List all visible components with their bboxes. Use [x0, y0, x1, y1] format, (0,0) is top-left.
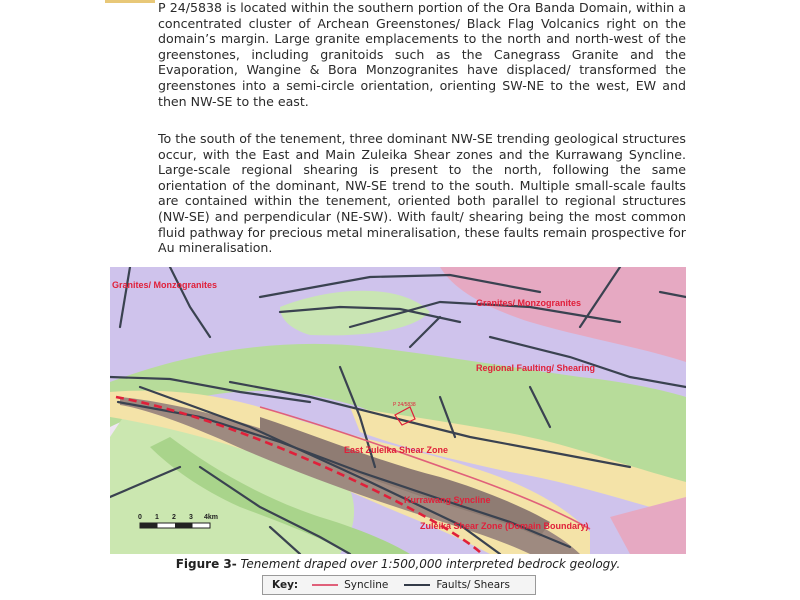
- scale-tick-2: 2: [172, 514, 176, 521]
- scale-tick-0: 0: [138, 514, 142, 521]
- key-label-syncline: Syncline: [344, 579, 389, 591]
- key-item-syncline: [312, 579, 388, 591]
- label-regional-faulting: Regional Faulting/ Shearing: [476, 363, 596, 373]
- label-east-zuleika: East Zuleika Shear Zone: [344, 445, 449, 455]
- header-accent: [105, 0, 155, 3]
- geology-map-graphic: [110, 267, 686, 554]
- figure-number: Figure 3-: [175, 557, 237, 571]
- scale-tick-3: 3: [189, 514, 193, 521]
- scale-bar: [140, 523, 210, 528]
- label-tenement: P 24/5838: [393, 402, 416, 408]
- geology-map: [110, 267, 686, 554]
- scale-tick-4: 4km: [204, 514, 219, 521]
- map-key: [262, 575, 536, 595]
- fault-swatch: [404, 584, 430, 586]
- key-item-faults: [404, 579, 510, 591]
- key-label-faults: Faults/ Shears: [436, 579, 510, 591]
- scale-tick-1: 1: [155, 514, 159, 521]
- label-granites-right: Granites/ Monzogranites: [476, 298, 582, 308]
- figure-caption-text: Tenement draped over 1:500,000 interpreted bedrock geology.: [236, 557, 621, 571]
- figure-caption: [110, 557, 686, 571]
- key-title: Key:: [272, 579, 299, 591]
- body-paragraph-2: To the south of the tenement, three dominant NW-SE trending geological structures occur, with the East and Main Zuleika Shear zones and the Kurrawang Syncline. Large-scale regional shearing is present to the north, following the same orientation of the dominant, NW-SE trend to the south. Multiple small-scale faults are contained within the tenement, oriented both parallel to regional structures (NW-SE) and perpendicular (NE-SW). With fault/ shearing being the most common fluid pathway for precious metal mineralisation, these faults remain prospective for Au mineralisation.: [158, 131, 686, 256]
- label-kurrawang: Kurrawang Syncline: [404, 495, 491, 505]
- label-zuleika-domain: Zuleika Shear Zone (Domain Boundary): [420, 521, 589, 531]
- syncline-swatch: [312, 584, 338, 586]
- label-granites-left: Granites/ Monzogranites: [112, 280, 218, 290]
- body-paragraph-1: P 24/5838 is located within the southern portion of the Ora Banda Domain, within a concentrated cluster of Archean Greenstones/ Black Flag Volcanics right on the domain’s margin. Large granite emplacements to the north and north-west of the greenstones, including granitoids such as the Canegrass Granite and the Evaporation, Wangine & Bora Monzogranites have displaced/ transformed the greenstones into a semi-circle orientation, orienting SW-NE to the west, EW and then NW-SE to the east.: [158, 0, 686, 109]
